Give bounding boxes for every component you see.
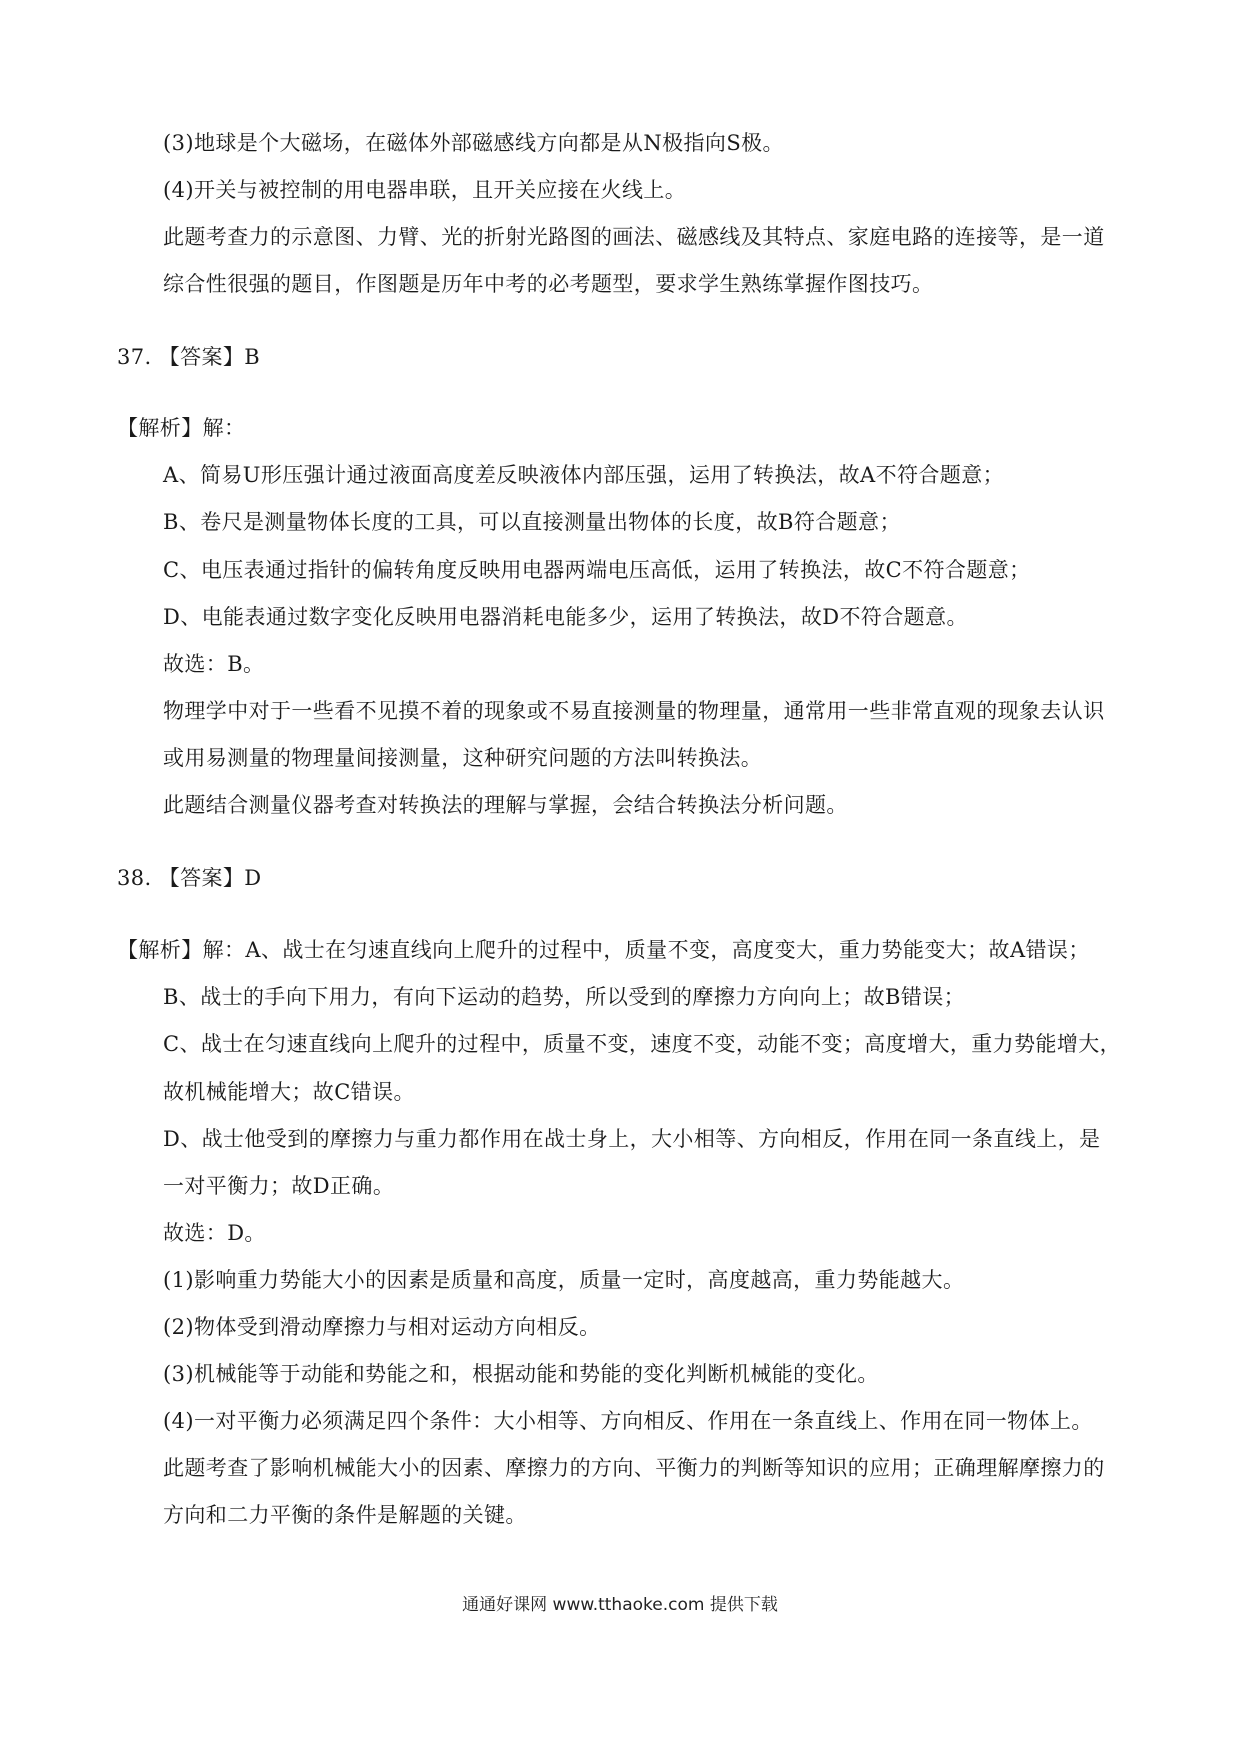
q37-note-line-1: 物理学中对于一些看不见摸不着的现象或不易直接测量的物理量，通常用一些非常直观的现象去认识: [163, 699, 1105, 723]
q37-analysis-label: 【解析】解：: [117, 416, 246, 440]
q38-summary-line-1: 此题考查了影响机械能大小的因素、摩擦力的方向、平衡力的判断等知识的应用；正确理解摩擦力的: [163, 1456, 1105, 1480]
q38-choice: 故选：D。: [163, 1221, 266, 1245]
prev-summary-line-1: 此题考查力的示意图、力臂、光的折射光路图的画法、磁感线及其特点、家庭电路的连接等，是一道: [163, 225, 1105, 249]
prev-summary-line-2: 综合性很强的题目，作图题是历年中考的必考题型，要求学生熟练掌握作图技巧。: [163, 272, 934, 296]
q37-choice: 故选：B。: [163, 652, 265, 676]
q37-summary: 此题结合测量仪器考查对转换法的理解与掌握，会结合转换法分析问题。: [163, 793, 848, 817]
page-footer: 通通好课网 www.tthaoke.com 提供下载: [462, 1595, 778, 1615]
q38-analysis-line: 【解析】解：A、战士在匀速直线向上爬升的过程中，质量不变，高度变大，重力势能变大；故A错误；: [117, 938, 1090, 962]
q37-option-c: C、电压表通过指针的偏转角度反映用电器两端电压高低，运用了转换法，故C不符合题意；: [163, 558, 1031, 582]
q38-option-d-line-1: D、战士他受到的摩擦力与重力都作用在战士身上，大小相等、方向相反，作用在同一条直线上，是: [163, 1127, 1101, 1151]
q38-option-b: B、战士的手向下用力，有向下运动的趋势，所以受到的摩擦力方向向上；故B错误；: [163, 985, 966, 1009]
q38-point-1: (1)影响重力势能大小的因素是质量和高度，质量一定时，高度越高，重力势能越大。: [163, 1268, 965, 1292]
q37-option-b: B、卷尺是测量物体长度的工具，可以直接测量出物体的长度，故B符合题意；: [163, 510, 901, 534]
q38-option-c-line-2: 故机械能增大；故C错误。: [163, 1080, 415, 1104]
q37-option-d: D、电能表通过数字变化反映用电器消耗电能多少，运用了转换法，故D不符合题意。: [163, 605, 968, 629]
q38-option-d-line-2: 一对平衡力；故D正确。: [163, 1174, 395, 1198]
q38-summary-line-2: 方向和二力平衡的条件是解题的关键。: [163, 1503, 527, 1527]
q37-option-a: A、简易U形压强计通过液面高度差反映液体内部压强，运用了转换法，故A不符合题意；: [163, 463, 1005, 487]
q38-answer: 38. 【答案】D: [117, 866, 262, 890]
q38-point-2: (2)物体受到滑动摩擦力与相对运动方向相反。: [163, 1315, 601, 1339]
q38-option-c-line-1: C、战士在匀速直线向上爬升的过程中，质量不变，速度不变，动能不变；高度增大，重力势能增大，: [163, 1032, 1122, 1056]
prev-point-3: (3)地球是个大磁场，在磁体外部磁感线方向都是从N极指向S极。: [163, 131, 784, 155]
q37-note-line-2: 或用易测量的物理量间接测量，这种研究问题的方法叫转换法。: [163, 746, 763, 770]
q38-point-4: (4)一对平衡力必须满足四个条件：大小相等、方向相反、作用在一条直线上、作用在同一物体上。: [163, 1409, 1093, 1433]
q38-point-3: (3)机械能等于动能和势能之和，根据动能和势能的变化判断机械能的变化。: [163, 1362, 879, 1386]
prev-point-4: (4)开关与被控制的用电器串联，且开关应接在火线上。: [163, 178, 687, 202]
q37-answer: 37. 【答案】B: [117, 345, 261, 369]
